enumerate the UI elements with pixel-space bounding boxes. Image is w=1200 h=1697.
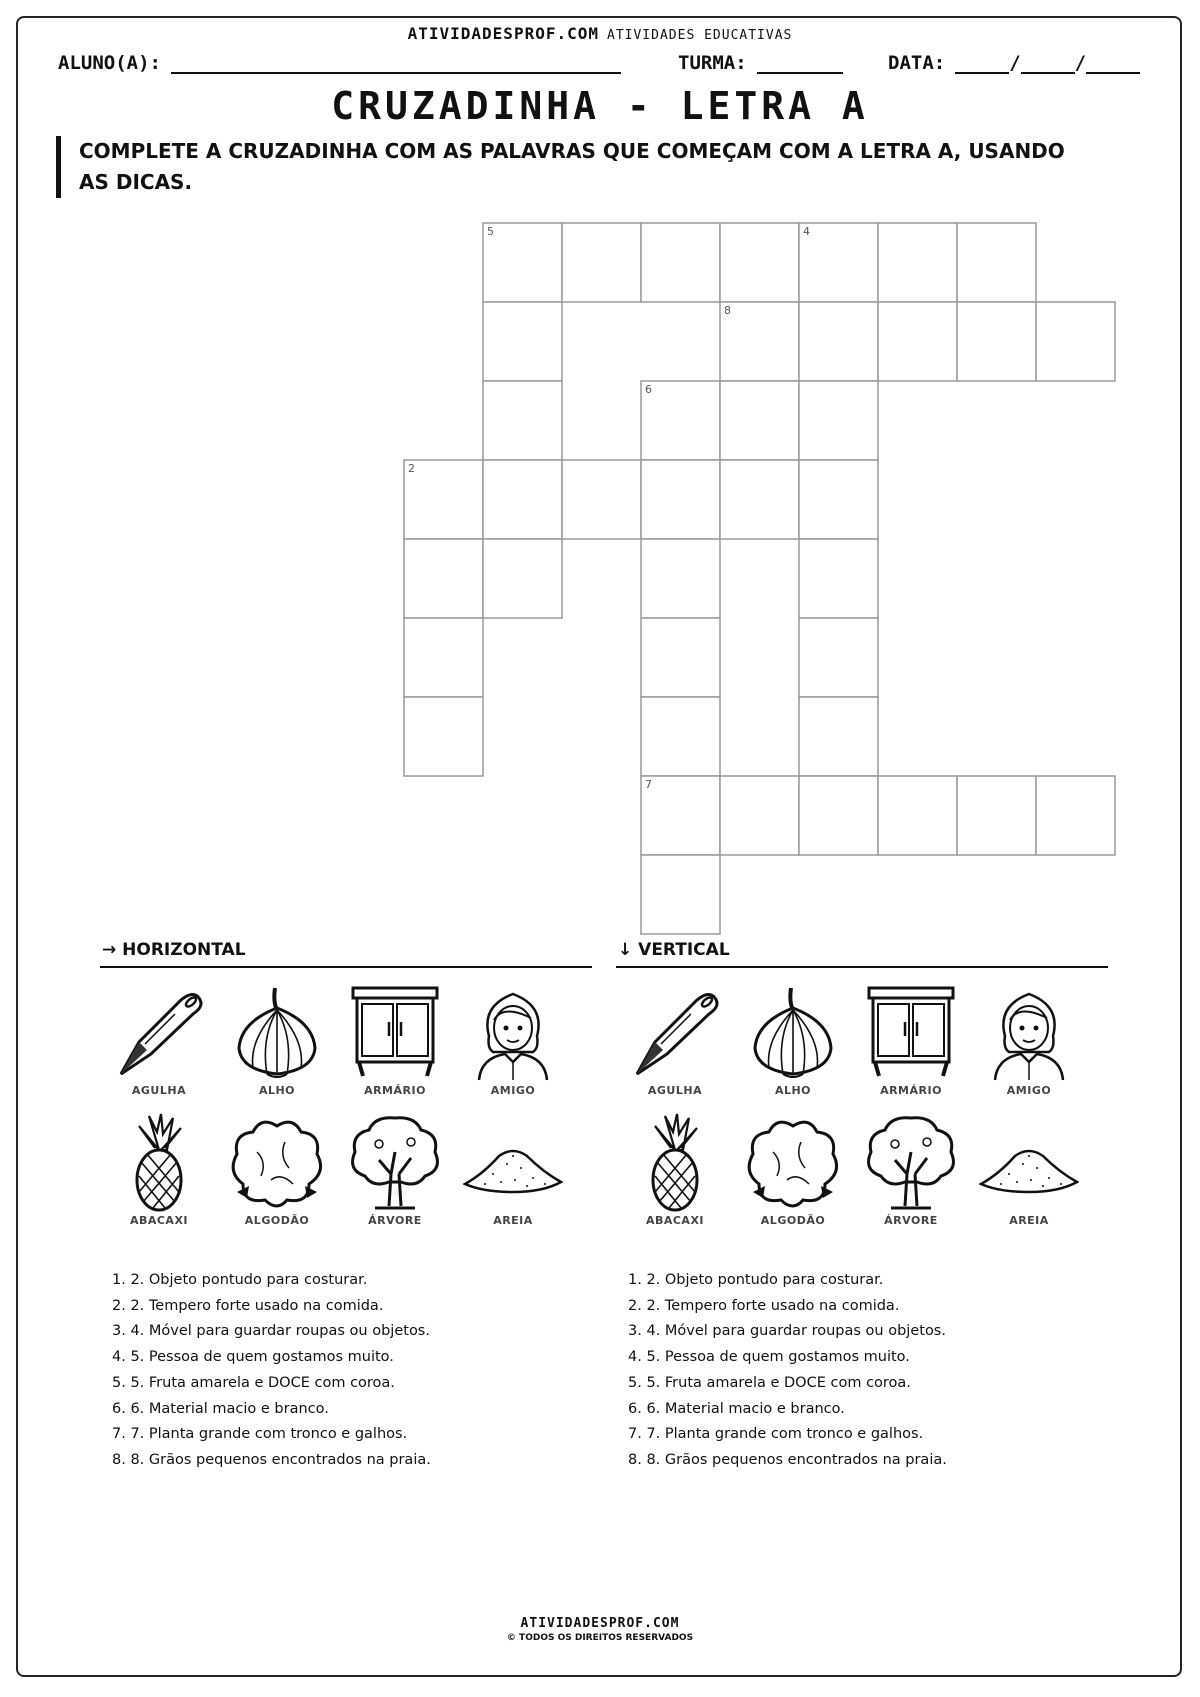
crossword-cell[interactable] (483, 460, 562, 539)
picture-card (734, 982, 852, 1097)
crossword-cell[interactable] (720, 381, 799, 460)
date-label: DATA: (888, 52, 946, 74)
crossword-cell[interactable] (720, 460, 799, 539)
crossword-cell[interactable] (957, 223, 1036, 302)
clue-item: 5. 5. Fruta amarela e DOCE com coroa. (628, 1374, 911, 1391)
clue-item: 3. 4. Móvel para guardar roupas ou objetos. (628, 1323, 946, 1340)
picture-label: ABACAXI (129, 1214, 189, 1227)
clue-item: 8. 8. Grãos pequenos encontrados na praia. (628, 1451, 947, 1468)
picture-label: ALGODÃO (760, 1214, 826, 1227)
cotton-icon (734, 1112, 852, 1212)
clue-item: 1. 2. Objeto pontudo para costurar. (112, 1272, 368, 1288)
picture-label: AMIGO (490, 1084, 536, 1097)
crossword-cell[interactable] (404, 697, 483, 776)
picture-card (218, 1112, 336, 1227)
needle-icon (100, 982, 218, 1082)
site-tagline: ATIVIDADES EDUCATIVAS (607, 28, 793, 43)
cotton-icon (218, 1112, 336, 1212)
picture-label: ALHO (258, 1084, 296, 1097)
picture-card (100, 982, 218, 1097)
crossword-cell[interactable] (720, 302, 799, 381)
tree-icon (852, 1112, 970, 1212)
date-separator: / (1009, 52, 1021, 74)
footer-site: ATIVIDADESPROF.COM (520, 1616, 680, 1631)
pineapple-icon (616, 1112, 734, 1212)
crossword-cell[interactable] (878, 223, 957, 302)
sand-icon (454, 1112, 572, 1212)
tree-icon (336, 1112, 454, 1212)
crossword-cell[interactable] (799, 302, 878, 381)
clue-item: 4. 5. Pessoa de quem gostamos muito. (628, 1349, 910, 1366)
crossword-cell[interactable] (562, 460, 641, 539)
crossword-cell[interactable] (799, 539, 878, 618)
clue-item: 1. 2. Objeto pontudo para costurar. (628, 1272, 884, 1288)
picture-card (970, 982, 1088, 1097)
picture-label: ÁRVORE (884, 1214, 938, 1227)
friend-icon (970, 982, 1088, 1082)
crossword-cell[interactable] (799, 460, 878, 539)
clue-item: 6. 6. Material macio e branco. (112, 1400, 329, 1417)
picture-label: ABACAXI (645, 1214, 705, 1227)
garlic-icon (734, 982, 852, 1082)
picture-label: ÁRVORE (368, 1214, 422, 1227)
picture-card (336, 982, 454, 1097)
cabinet-icon (336, 982, 454, 1082)
clue-item: 8. 8. Grãos pequenos encontrados na praia. (112, 1451, 431, 1468)
page-title: CRUZADINHA - LETRA A (331, 84, 869, 128)
clue-item: 5. 5. Fruta amarela e DOCE com coroa. (112, 1374, 395, 1391)
crossword-cell[interactable] (878, 302, 957, 381)
crossword-cell[interactable] (1036, 776, 1115, 855)
crossword-cell[interactable] (483, 223, 562, 302)
picture-label: AGULHA (647, 1084, 703, 1097)
crossword-cell[interactable] (641, 460, 720, 539)
vertical-pictures (616, 974, 1108, 1264)
cell-number: 7 (645, 778, 652, 791)
picture-label: ALHO (774, 1084, 812, 1097)
crossword-cell[interactable] (878, 776, 957, 855)
picture-card (970, 1112, 1088, 1227)
clue-item: 2. 2. Tempero forte usado na comida. (628, 1297, 900, 1314)
date-separator: / (1074, 52, 1087, 74)
picture-card (616, 982, 734, 1097)
crossword-cell[interactable] (562, 223, 641, 302)
needle-icon (616, 982, 734, 1082)
crossword-cell[interactable] (483, 539, 562, 618)
horizontal-section (100, 940, 592, 1474)
cabinet-icon (852, 982, 970, 1082)
garlic-icon (218, 982, 336, 1082)
vertical-section (616, 940, 1108, 1474)
crossword-cell[interactable] (404, 460, 483, 539)
clue-item: 4. 5. Pessoa de quem gostamos muito. (112, 1349, 394, 1366)
crossword-cell[interactable] (799, 223, 878, 302)
pineapple-icon (100, 1112, 218, 1212)
crossword-cell[interactable] (641, 539, 720, 618)
crossword-cell[interactable] (799, 697, 878, 776)
picture-label: ALGODÃO (244, 1214, 310, 1227)
crossword-cell[interactable] (799, 776, 878, 855)
picture-card (218, 982, 336, 1097)
crossword-cell[interactable] (483, 302, 562, 381)
page-footer (0, 1616, 1200, 1643)
friend-icon (454, 982, 572, 1082)
picture-card (100, 1112, 218, 1227)
picture-card (852, 982, 970, 1097)
clue-item: 7. 7. Planta grande com tronco e galhos. (112, 1426, 408, 1443)
cell-number: 5 (487, 225, 494, 238)
crossword-cell[interactable] (641, 618, 720, 697)
horizontal-heading: → HORIZONTAL (100, 940, 592, 968)
crossword-cell[interactable] (1036, 302, 1115, 381)
picture-card (336, 1112, 454, 1227)
crossword-cell[interactable] (483, 381, 562, 460)
clue-item: 3. 4. Móvel para guardar roupas ou objetos. (112, 1323, 430, 1340)
footer-rights: © TODOS OS DIREITOS RESERVADOS (506, 1633, 694, 1643)
cell-number: 4 (803, 225, 810, 238)
clue-item: 2. 2. Tempero forte usado na comida. (112, 1297, 384, 1314)
crossword-cell[interactable] (720, 223, 799, 302)
vertical-heading: ↓ VERTICAL (616, 940, 1108, 968)
crossword-cell[interactable] (799, 618, 878, 697)
picture-label: ARMÁRIO (880, 1084, 942, 1097)
sand-icon (970, 1112, 1088, 1212)
picture-label: AREIA (1009, 1214, 1049, 1227)
instruction-text: COMPLETE A CRUZADINHA COM AS PALAVRAS QUE COMEÇAM COM A LETRA A, USANDO AS DICAS. (56, 136, 1079, 198)
crossword-cell[interactable] (641, 855, 720, 934)
picture-card (454, 1112, 572, 1227)
horizontal-clues (100, 1268, 592, 1474)
cell-number: 2 (408, 462, 415, 475)
crossword-cell[interactable] (641, 223, 720, 302)
site-name: ATIVIDADESPROF.COM (407, 24, 599, 43)
crossword-cell[interactable] (641, 776, 720, 855)
picture-label: ARMÁRIO (364, 1084, 426, 1097)
picture-card (454, 982, 572, 1097)
crossword-cell[interactable] (641, 697, 720, 776)
horizontal-pictures (100, 974, 592, 1264)
crossword-cell[interactable] (720, 776, 799, 855)
crossword-cell[interactable] (404, 539, 483, 618)
picture-label: AGULHA (131, 1084, 187, 1097)
student-label: ALUNO(A): (58, 52, 161, 74)
crossword-cell[interactable] (404, 618, 483, 697)
crossword-cell[interactable] (957, 302, 1036, 381)
class-label: TURMA: (678, 52, 747, 74)
crossword-cell[interactable] (957, 776, 1036, 855)
cell-number: 8 (724, 304, 731, 317)
picture-card (734, 1112, 852, 1227)
crossword-cell[interactable] (799, 381, 878, 460)
clue-item: 6. 6. Material macio e branco. (628, 1400, 845, 1417)
crossword-cell[interactable] (641, 381, 720, 460)
vertical-clues (616, 1268, 1108, 1474)
cell-number: 6 (645, 383, 652, 396)
picture-label: AMIGO (1006, 1084, 1052, 1097)
picture-label: AREIA (493, 1214, 533, 1227)
clue-item: 7. 7. Planta grande com tronco e galhos. (628, 1426, 924, 1443)
picture-card (616, 1112, 734, 1227)
picture-card (852, 1112, 970, 1227)
